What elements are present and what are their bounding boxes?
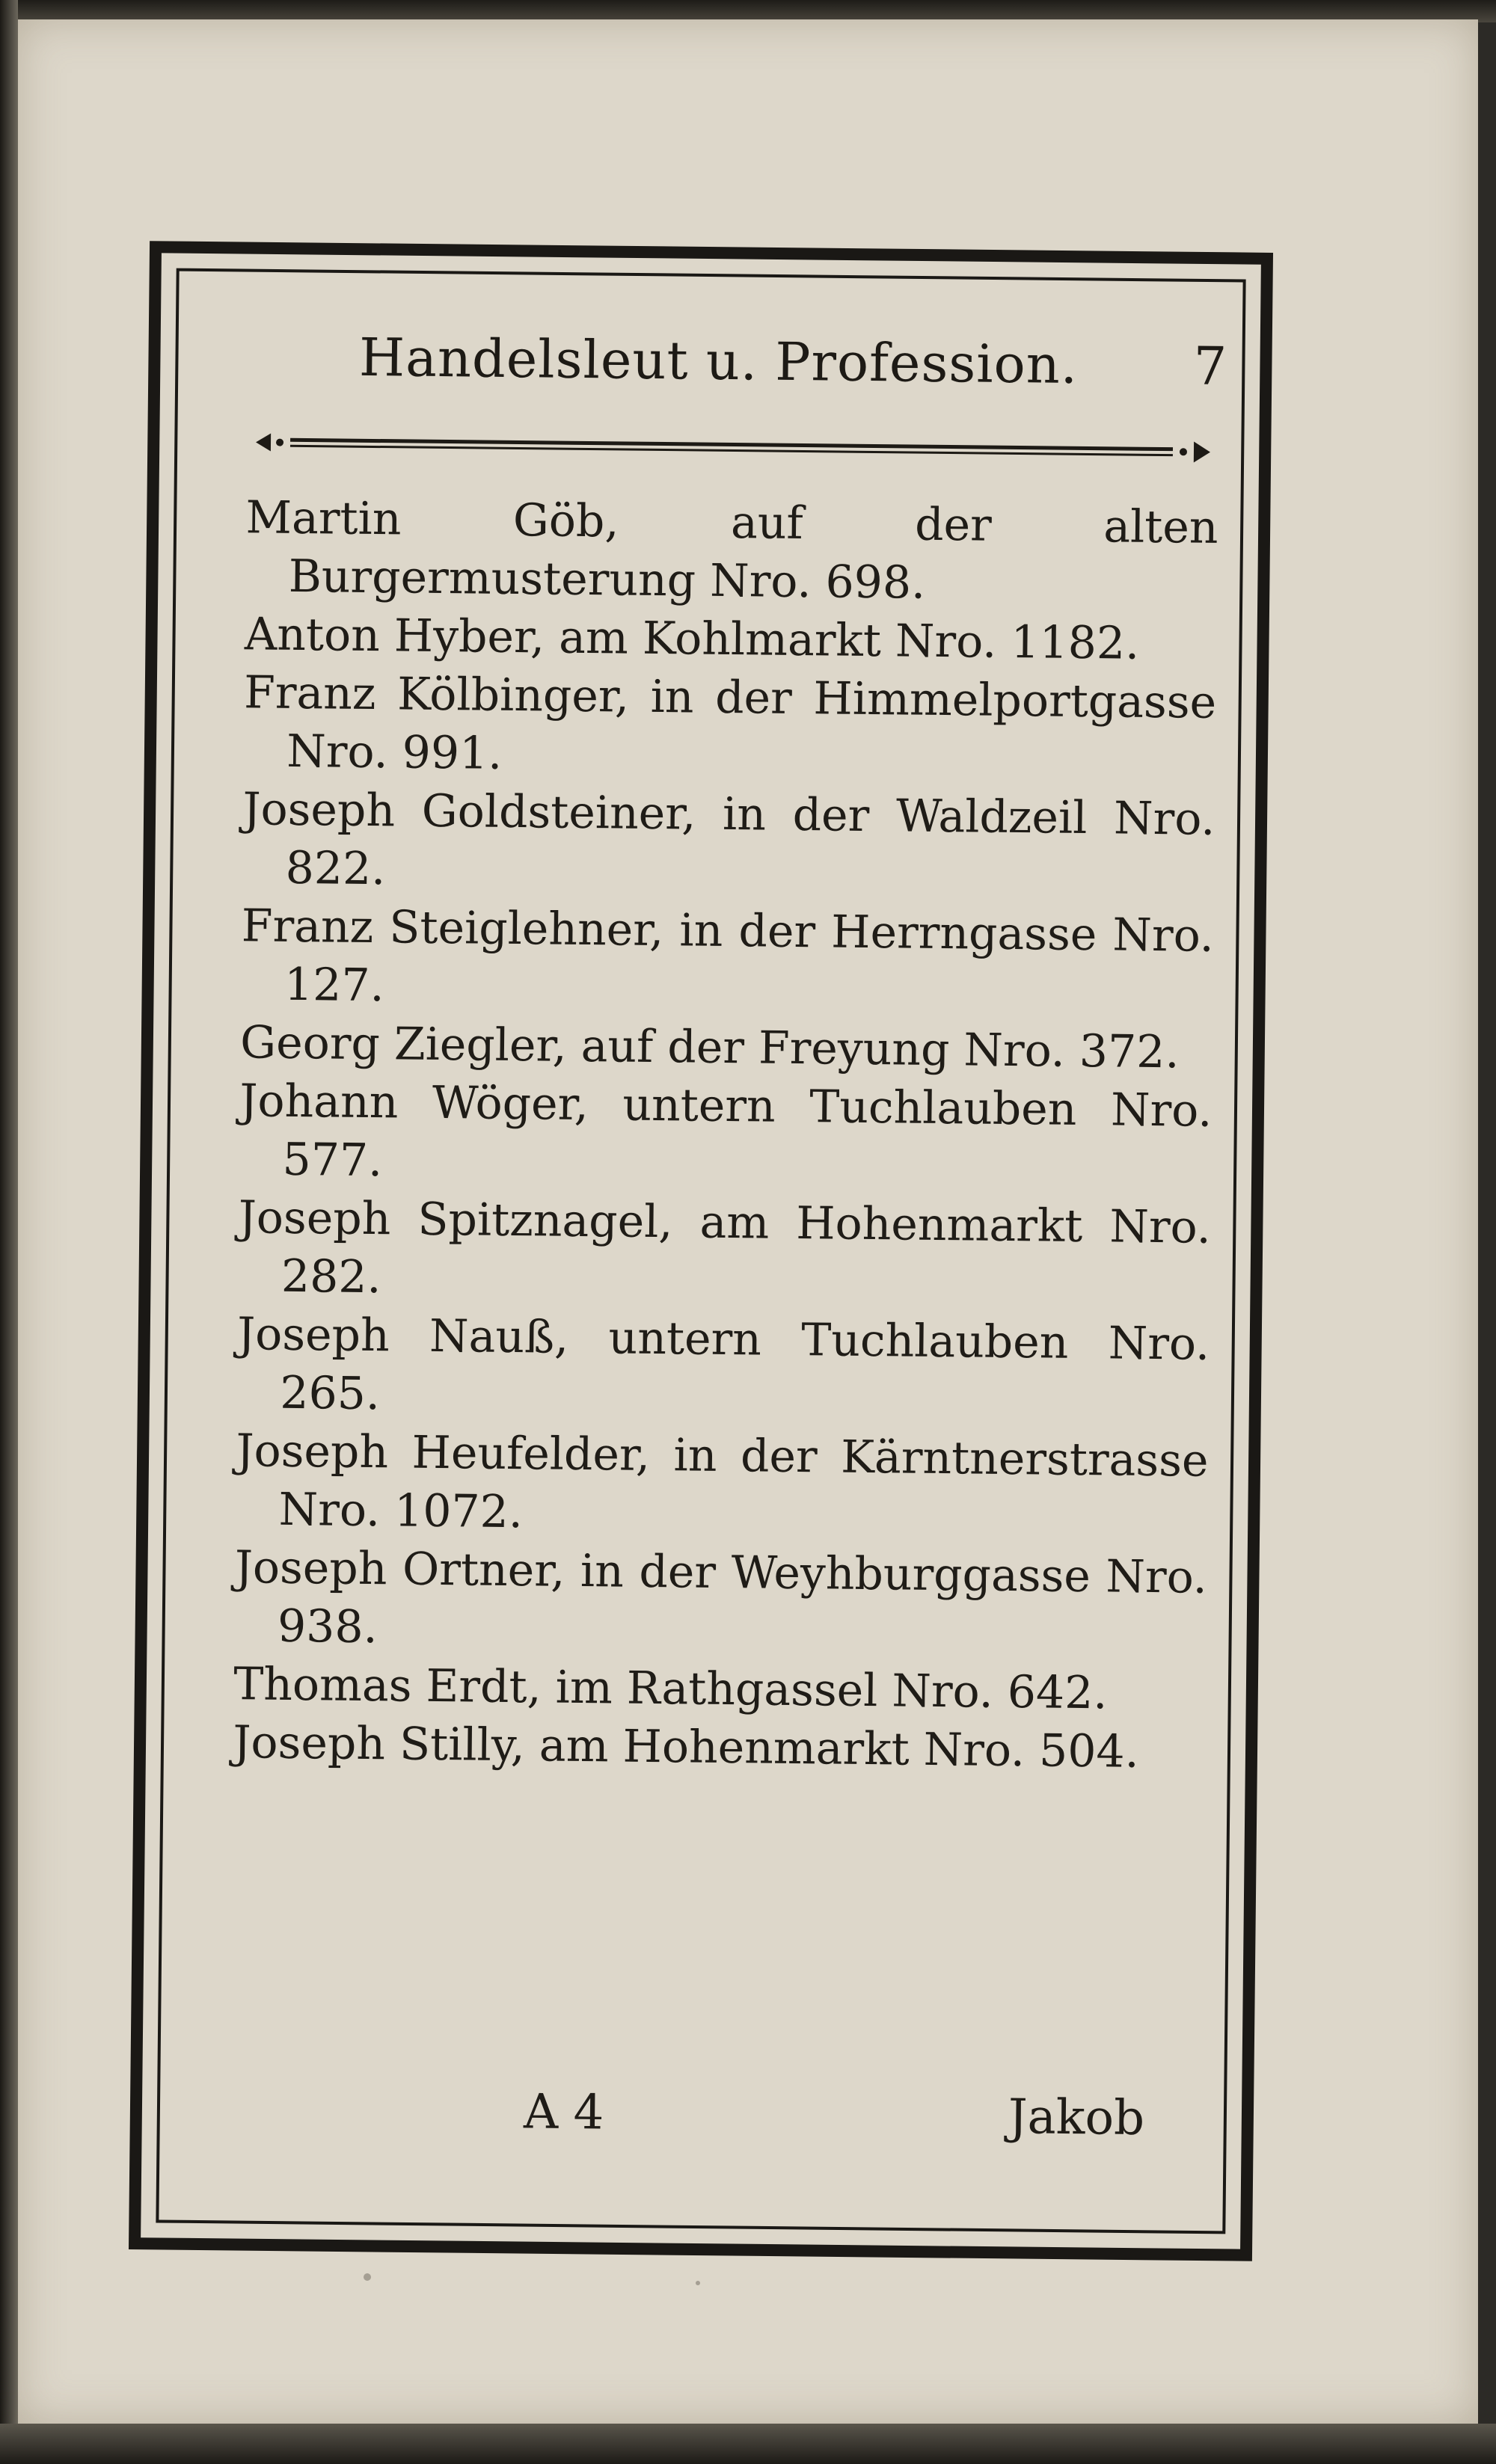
directory-entry: Joseph Spitznagel, am Hohenmarkt Nro. 282. <box>238 1191 1212 1304</box>
book-bottom-edge <box>0 2424 1496 2464</box>
directory-entry: Franz Kölbinger, in der Himmelportgasse Nro. 991. <box>243 666 1217 780</box>
page-footer <box>224 2081 1198 2159</box>
directory-list <box>233 488 1218 1782</box>
directory-entry: Franz Steiglehner, in der Herrngasse Nro. 127. <box>241 900 1215 1013</box>
directory-entry: Georg Ziegler, auf der Freyung Nro. 372. <box>239 1016 1180 1079</box>
signature-mark: A 4 <box>523 2084 604 2141</box>
running-title: Handelsleut u. Profession. <box>358 326 1079 396</box>
ink-speck <box>696 2281 700 2285</box>
directory-entry: Joseph Goldsteiner, in der Waldzeil Nro. 822. <box>242 783 1216 896</box>
rule-right-ornament-icon <box>1180 441 1210 462</box>
directory-entry: Martin Göb, auf der alten Burgermusterung Nro. 698. <box>245 491 1218 609</box>
running-header <box>224 325 1227 418</box>
directory-entry: Johann Wöger, untern Tuchlauben Nro. 577. <box>239 1075 1213 1188</box>
catchword: Jakob <box>1008 2089 1145 2147</box>
ink-speck <box>364 2273 371 2281</box>
directory-entry: Joseph Stilly, am Hohenmarkt Nro. 504. <box>233 1716 1140 1778</box>
page-number: 7 <box>1193 335 1227 398</box>
directory-entry: Joseph Ortner, in der Weyhburggasse Nro. 938. <box>234 1541 1208 1654</box>
directory-entry: Anton Hyber, am Kohlmarkt Nro. 1182. <box>244 608 1140 670</box>
directory-entry: Joseph Heufelder, in der Kärntnerstrasse Nro. 1072. <box>236 1425 1209 1539</box>
directory-entry: Joseph Nauß, untern Tuchlauben Nro. 265. <box>236 1308 1210 1421</box>
directory-entry: Thomas Erdt, im Rathgassel Nro. 642. <box>233 1658 1108 1720</box>
rule-left-ornament-icon <box>256 433 283 451</box>
book-gutter <box>0 0 18 2464</box>
